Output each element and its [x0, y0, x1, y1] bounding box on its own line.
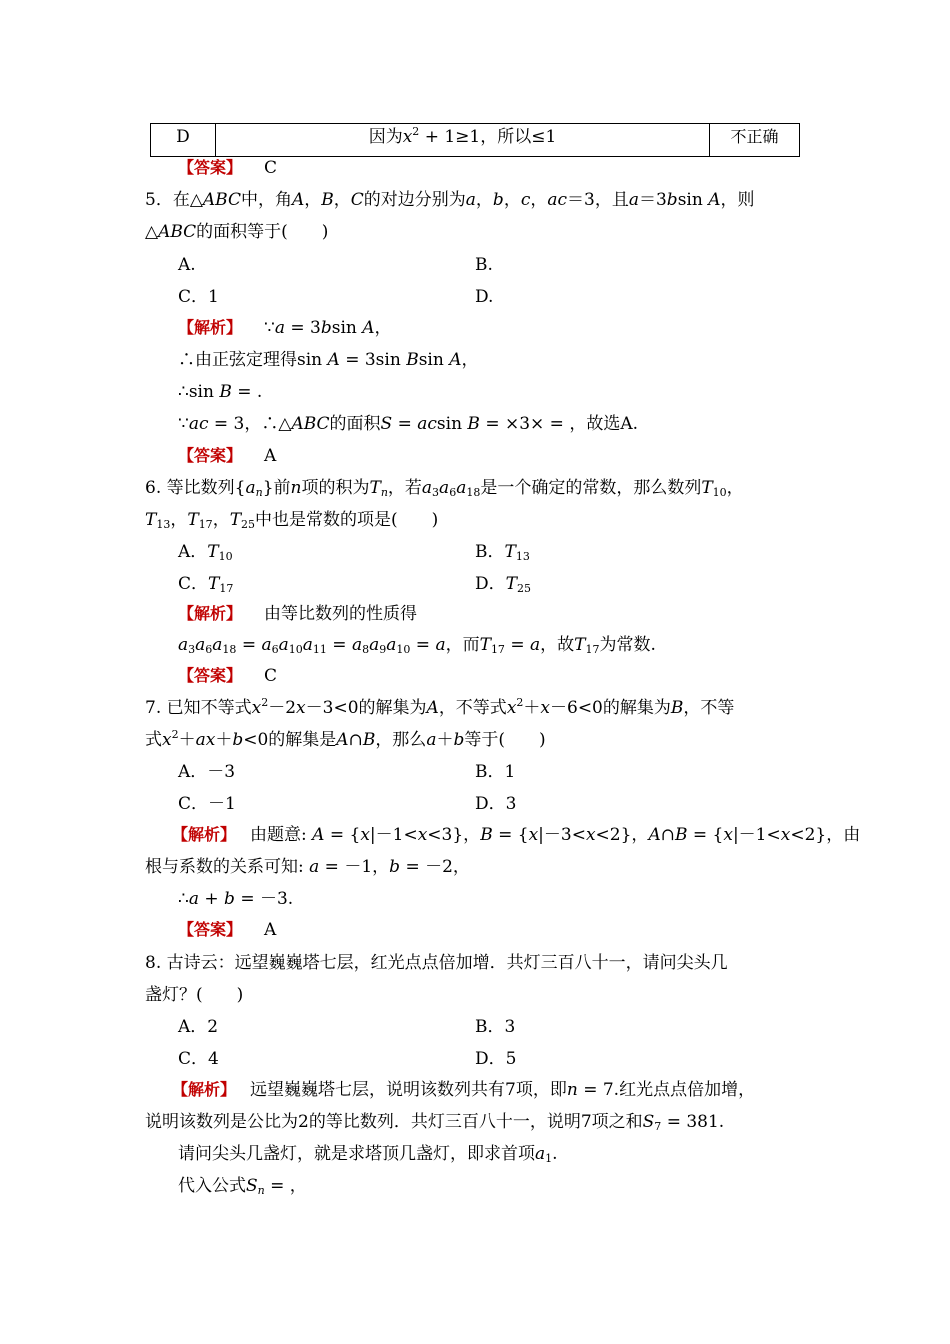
table-row — [150, 123, 800, 157]
option-a: A. — [178, 255, 196, 275]
q8-solution-line3: 请问尖头几盏灯，就是求塔顶几盏灯，即求首项$a_1$. — [178, 1144, 558, 1165]
option-c: C．1 — [178, 287, 219, 307]
q7-options-ab — [178, 761, 843, 783]
q7-solution-line3: ∴a + b = －3. — [178, 889, 294, 909]
q8-stem-line2: 盏灯？( ) — [145, 985, 244, 1005]
q8-options-ab — [178, 1016, 843, 1038]
q5-answer — [178, 445, 843, 467]
option-d: D．3 — [475, 794, 517, 814]
table-cell-verdict: 不正确 — [730, 127, 779, 146]
option-a: A．$T_{10}$ — [178, 542, 233, 563]
analysis-tag: 【解析】 — [172, 825, 237, 844]
q6-stem-line2: $T_{13}$，$T_{17}$，$T_{25}$中也是常数的项是( ) — [145, 510, 439, 531]
q7-stem-line1: 7. 已知不等式$x^2-2x-3<0$的解集为A，不等式$x^2+x-6<0$的解集为B，不等 — [145, 696, 735, 718]
q5-stem-line2: △ABC的面积等于( ) — [145, 222, 329, 242]
option-b: B．3 — [475, 1017, 516, 1037]
q7-solution-line1: 【解析】 由题意: A = {x|－1<x<3}，B = {x|－3<x<2}，A∩B = {x|－1<x<2}，由 — [172, 825, 861, 845]
q8-options-cd — [178, 1048, 843, 1070]
q5-solution-line4: ∵ac = 3，∴△ABC的面积S = acsin B = ×3× = ，故选A. — [178, 414, 639, 434]
q8-solution-line1: 【解析】 远望巍巍塔七层，说明该数列共有7项，即n = 7.红光点点倍加增， — [172, 1080, 756, 1100]
q6-options-ab — [178, 541, 843, 563]
q8-solution-line4: 代入公式$S_n$ = ， — [178, 1176, 307, 1197]
analysis-tag: 【解析】 — [172, 1080, 237, 1099]
q5-stem-line1: 5．在△ABC中，角A，B，C的对边分别为a，b，c，ac＝3，且a＝3bsin A，则 — [145, 190, 755, 210]
q7-answer — [178, 919, 843, 941]
q6-stem-line1: 6. 等比数列$\{a_n\}$前n项的积为$T_n$，若$a_3a_6a_{18}$是一个确定的常数，那么数列$T_{10}$， — [145, 478, 744, 499]
table-cell-reason: 因为$x^2 + 1\ge 1$，所以≤1 — [216, 124, 710, 156]
answer-tag: 【答案】 — [178, 158, 243, 177]
answer-tag: 【答案】 — [178, 666, 243, 685]
option-c: C．－1 — [178, 794, 236, 814]
q7-stem-line2: 式$x^2+ax+b<0$的解集是A∩B，那么a＋b等于( ) — [145, 728, 546, 750]
option-d: D. — [475, 287, 494, 307]
answer-value: C — [264, 666, 278, 686]
q5-solution-line1: 【解析】 ∵a = 3bsin A， — [178, 318, 392, 338]
option-b: B. — [475, 255, 493, 275]
q5-options-cd — [178, 286, 843, 308]
q6-solution-line2: $a_3a_6a_{18} = a_6a_{10}a_{11} = a_8a_9a_{10} = a$，而$T_{17} = a$，故$T_{17}$为常数. — [178, 635, 656, 656]
option-c: C．$T_{17}$ — [178, 574, 234, 595]
q8-solution-line2: 说明该数列是公比为2的等比数列．共灯三百八十一，说明7项之和$S_7 = 381$. — [145, 1112, 725, 1133]
option-a: A．－3 — [178, 762, 236, 782]
option-d: D．5 — [475, 1049, 517, 1069]
answer-tag: 【答案】 — [178, 920, 243, 939]
answer-value: A — [264, 446, 277, 466]
q5-solution-line2: ∴由正弦定理得sin A = 3sin Bsin A， — [178, 350, 479, 370]
option-b: B．$T_{13}$ — [475, 542, 530, 563]
q5-options-ab — [178, 254, 843, 276]
q4-answer — [178, 157, 843, 179]
q7-solution-line2: 根与系数的关系可知: a = －1，b = －2， — [145, 857, 470, 877]
answer-tag: 【答案】 — [178, 446, 243, 465]
q5-solution-line3: ∴sin B = . — [178, 382, 263, 402]
q6-solution-line1 — [178, 603, 843, 625]
option-b: B．1 — [475, 762, 516, 782]
analysis-tag: 【解析】 — [178, 604, 243, 623]
q7-options-cd — [178, 793, 843, 815]
q6-options-cd — [178, 573, 843, 595]
option-a: A．2 — [178, 1017, 219, 1037]
option-c: C．4 — [178, 1049, 219, 1069]
q8-stem-line1: 8. 古诗云：远望巍巍塔七层，红光点点倍加增．共灯三百八十一，请问尖头几 — [145, 953, 728, 973]
solution-text: 由等比数列的性质得 — [264, 604, 418, 624]
answer-value: A — [264, 920, 277, 940]
analysis-tag: 【解析】 — [178, 318, 243, 337]
q6-answer — [178, 665, 843, 687]
answer-value: C — [264, 158, 278, 178]
table-cell-option: D — [151, 124, 216, 156]
option-d: D．$T_{25}$ — [475, 574, 531, 595]
